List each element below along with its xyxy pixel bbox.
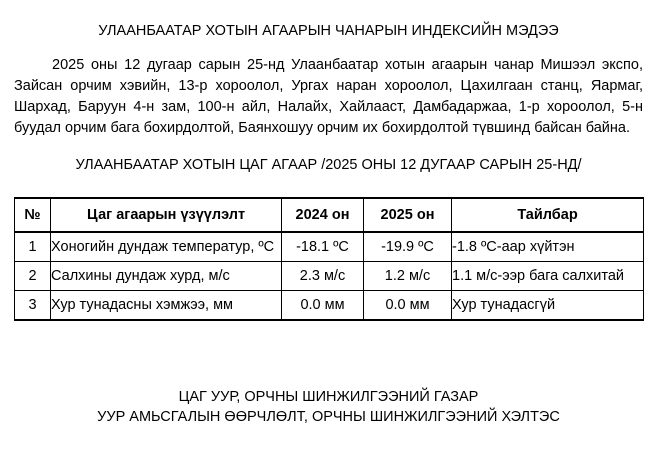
cell-value-2024: -18.1 ºС [282,232,364,262]
intro-paragraph: 2025 оны 12 дугаар сарын 25-нд Улаанбаатар хотын агаарын чанар Мишээл экспо, Зайсан орчим хэвийн, 13-р хороолол, Ургах наран хороолол, Цахилгаан станц, Яармаг, Шархад, Баруун 4-н зам, 100-н айл, Налайх, Хайлааст, Дамбадаржаа, 1-р хороолол, 5-н буудал орчим бага бохирдолтой, Баянхошуу орчим их бохирдолтой түвшинд байсан байна. [14,57,643,136]
weather-section-title: УЛААНБААТАР ХОТЫН ЦАГ АГААР /2025 ОНЫ 12 ДУГААР САРЫН 25-НД/ [75,157,582,173]
footer-dept-line: УУР АМЬСГАЛЫН ӨӨРЧЛӨЛТ, ОРЧНЫ ШИНЖИЛГЭЭНИЙ ХЭЛТЭС [97,409,560,425]
col-header-year-2025: 2025 он [364,198,452,232]
cell-note: 1.1 м/с-ээр бага салхитай [452,262,644,291]
col-header-indicator: Цаг агаарын үзүүлэлт [51,198,282,232]
cell-value-2025: 0.0 мм [364,291,452,321]
col-header-note: Тайлбар [452,198,644,232]
footer-org-line: ЦАГ УУР, ОРЧНЫ ШИНЖИЛГЭЭНИЙ ГАЗАР [178,389,479,405]
cell-value-2024: 0.0 мм [282,291,364,321]
cell-indicator: Салхины дундаж хурд, м/с [51,262,282,291]
cell-row-number: 3 [15,291,51,321]
col-header-year-2024: 2024 он [282,198,364,232]
cell-row-number: 1 [15,232,51,262]
cell-indicator: Хур тунадасны хэмжээ, мм [51,291,282,321]
table-header-row [15,198,644,232]
cell-indicator: Хоногийн дундаж температур, ºС [51,232,282,262]
cell-row-number: 2 [15,262,51,291]
table-row [15,262,644,291]
table-row [15,232,644,262]
cell-note: Хур тунадасгүй [452,291,644,321]
footer [14,387,643,427]
cell-value-2025: -19.9 ºС [364,232,452,262]
cell-note: -1.8 ºС-аар хүйтэн [452,232,644,262]
cell-value-2025: 1.2 м/с [364,262,452,291]
cell-value-2024: 2.3 м/с [282,262,364,291]
page-title: УЛААНБААТАР ХОТЫН АГААРЫН ЧАНАРЫН ИНДЕКСИЙН МЭДЭЭ [98,23,559,39]
weather-table [14,197,644,321]
table-row [15,291,644,321]
col-header-number: № [15,198,51,232]
